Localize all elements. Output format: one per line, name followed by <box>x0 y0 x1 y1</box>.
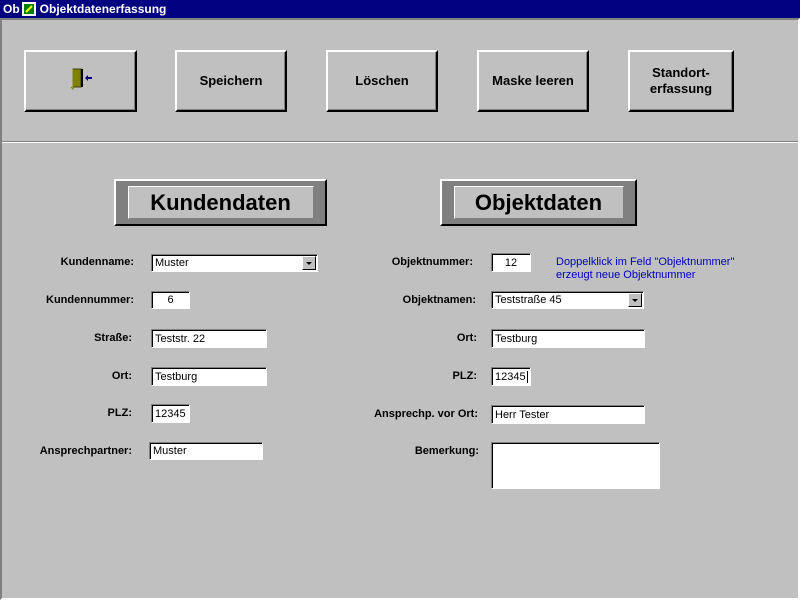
object-zip-value: 12345 <box>495 370 526 383</box>
customer-city-label: Ort: <box>111 370 132 382</box>
location-entry-label-line2: erfassung <box>649 81 713 96</box>
customer-contact-field[interactable] <box>149 442 263 460</box>
object-heading-text: Objektdaten <box>454 186 624 219</box>
customer-heading-text: Kundendaten <box>128 186 314 219</box>
chevron-down-icon[interactable] <box>302 256 316 270</box>
object-number-hint-line1: Doppelklick im Feld "Objektnummer" <box>556 256 735 268</box>
object-contact-value: Herr Tester <box>495 408 550 421</box>
object-contact-field[interactable] <box>491 405 645 424</box>
customer-zip-value: 12345 <box>155 407 186 420</box>
customer-number-label: Kundennummer: <box>46 294 134 306</box>
object-contact-label: Ansprechp. vor Ort: <box>374 408 478 420</box>
object-zip-field[interactable] <box>491 367 531 386</box>
object-name-value: Teststraße 45 <box>495 294 562 306</box>
object-city-field[interactable] <box>491 329 645 348</box>
save-button-label: Speichern <box>199 73 263 88</box>
title-prefix: Ob <box>3 2 20 16</box>
save-button[interactable] <box>175 50 287 112</box>
location-entry-label-line1: Standort- <box>652 65 710 80</box>
delete-button-label: Löschen <box>355 73 409 88</box>
chevron-down-icon[interactable] <box>628 293 642 307</box>
customer-name-label: Kundenname: <box>60 256 134 268</box>
object-number-hint-line2: erzeugt neue Objektnummer <box>556 269 696 281</box>
customer-contact-value: Muster <box>153 445 187 457</box>
object-number-label: Objektnummer: <box>391 256 473 268</box>
customer-name-value: Muster <box>155 257 189 269</box>
object-city-label: Ort: <box>456 332 477 344</box>
delete-button[interactable] <box>326 50 438 112</box>
customer-zip-label: PLZ: <box>107 407 132 419</box>
object-remark-textarea[interactable] <box>491 442 660 489</box>
object-remark-label: Bemerkung: <box>414 445 479 457</box>
toolbar-separator <box>2 141 798 143</box>
clear-form-button-label: Maske leeren <box>492 73 574 88</box>
object-name-combo[interactable] <box>491 291 644 309</box>
clear-form-button[interactable] <box>477 50 589 112</box>
title-bar <box>0 0 800 18</box>
object-number-value: 12 <box>504 256 518 269</box>
customer-street-label: Straße: <box>94 332 132 344</box>
exit-button[interactable] <box>24 50 137 112</box>
app-icon[interactable] <box>22 2 36 16</box>
customer-zip-field[interactable] <box>151 404 190 423</box>
customer-name-combo[interactable] <box>151 254 318 272</box>
object-city-value: Testburg <box>495 332 538 345</box>
customer-contact-label: Ansprechpartner: <box>39 445 132 457</box>
customer-city-field[interactable] <box>151 367 267 386</box>
customer-street-value: Teststr. 22 <box>155 332 206 345</box>
window-title: Objektdatenerfassung <box>39 2 167 16</box>
object-number-field[interactable] <box>491 253 531 272</box>
customer-street-field[interactable] <box>151 329 267 348</box>
object-section-heading <box>440 179 637 226</box>
customer-city-value: Testburg <box>155 370 198 383</box>
customer-number-field[interactable] <box>151 291 190 309</box>
object-name-label: Objektnamen: <box>402 294 476 306</box>
object-number-hint <box>556 256 786 282</box>
object-zip-label: PLZ: <box>452 370 477 382</box>
customer-section-heading <box>114 179 327 226</box>
exit-door-icon <box>68 66 94 96</box>
location-entry-button[interactable] <box>628 50 734 112</box>
customer-number-value: 6 <box>167 294 174 306</box>
